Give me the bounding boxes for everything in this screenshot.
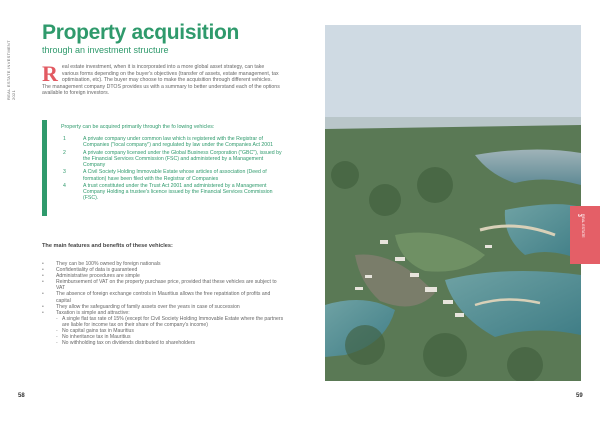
taxation-sublist — [56, 316, 284, 346]
vehicles-box — [42, 120, 282, 216]
vehicle-number: 1 — [63, 136, 66, 142]
feature-item-taxation — [42, 310, 284, 347]
aerial-coastline-photo — [325, 25, 581, 381]
intro-text: eal estate investment, when it is incorporated into a more global asset strategy, can take various forms depending on the buyer's objectives (transfer of assets, estate management, tax optimisation, etc). The buyer may choose to make the acquisition through different vehicles. The management company DTOS provides us with a summary to better understand each of the options available to foreign investors. — [42, 64, 280, 97]
photo-illustration — [325, 25, 581, 381]
vehicle-text: A private company licensed under the Global Business Corporation ("GBC"), issued by the Financial Services Commission (FSC) and administered by a Management Company — [83, 149, 282, 168]
feature-item: • They can be 100% owned by foreign nationals — [42, 261, 284, 267]
vehicle-number: 2 — [63, 149, 66, 156]
feature-item: • They allow the safeguarding of family assets over the years in case of succession — [42, 304, 284, 310]
features-list — [42, 261, 284, 346]
section-tab-number: 3 — [576, 214, 582, 217]
page-title: Property acquisition — [42, 21, 240, 44]
taxation-subitem: - No inheritance tax in Mauritius — [56, 334, 284, 340]
vehicles-lead: Property can be acquired primarily through the fo lowing vehicles: — [61, 124, 215, 130]
page-number-left: 58 — [18, 393, 25, 399]
vehicle-item — [57, 150, 282, 169]
vehicle-number: 4 — [63, 182, 66, 189]
intro-paragraph — [42, 61, 280, 97]
vehicle-item — [57, 136, 282, 148]
page-number-right: 59 — [576, 393, 583, 399]
vehicle-number: 3 — [63, 169, 66, 176]
drop-cap: R — [42, 61, 58, 86]
taxation-subitem: - A single flat tax rate of 15% (except for Civil Society Holding Immovable Estate where the partners are liable for income tax on their share of the company's income) — [56, 316, 284, 328]
vehicle-text: A Civil Society Holding Immovable Estate whose articles of association (Deed of formation) have been filed with the Registrar of Companies — [83, 169, 267, 182]
vehicle-item — [57, 169, 282, 181]
page-subtitle: through an investment structure — [42, 45, 169, 55]
feature-item: • Confidentiality of data is guaranteed — [42, 267, 284, 273]
taxation-subitem: - No capital gains tax in Mauritius — [56, 328, 284, 334]
right-page — [300, 0, 600, 424]
taxation-subitem: - No withholding tax on dividends distributed to shareholders — [56, 340, 284, 346]
feature-item: • Reimbursement of VAT on the property purchase price, provided that these vehicles are subject to VAT — [42, 279, 284, 291]
vehicle-text: A private company under common law which is registered with the Registrar of Companies ("local company") and regulated by law under the Companies Act 2001 — [83, 136, 273, 149]
feature-taxation-text: Taxation is simple and attractive: — [56, 309, 130, 316]
feature-item: • Administrative procedures are simple — [42, 273, 284, 279]
vehicle-item — [57, 183, 282, 202]
section-tab — [570, 206, 600, 264]
section-tab-label: REAL ESTATE — [581, 214, 585, 238]
vehicle-text: A trust constituted under the Trust Act 2001 and administered by a Management Company Holding a trustee's licence issued by the Financial Services Commission (FSC). — [83, 182, 273, 202]
features-heading: The main features and benefits of these vehicles: — [42, 243, 173, 249]
running-head: REAL ESTATE INVESTMENT 2021 — [6, 40, 16, 100]
feature-item: • The absence of foreign exchange controls in Mauritius allows the free repatriation of profits and capital — [42, 291, 284, 303]
